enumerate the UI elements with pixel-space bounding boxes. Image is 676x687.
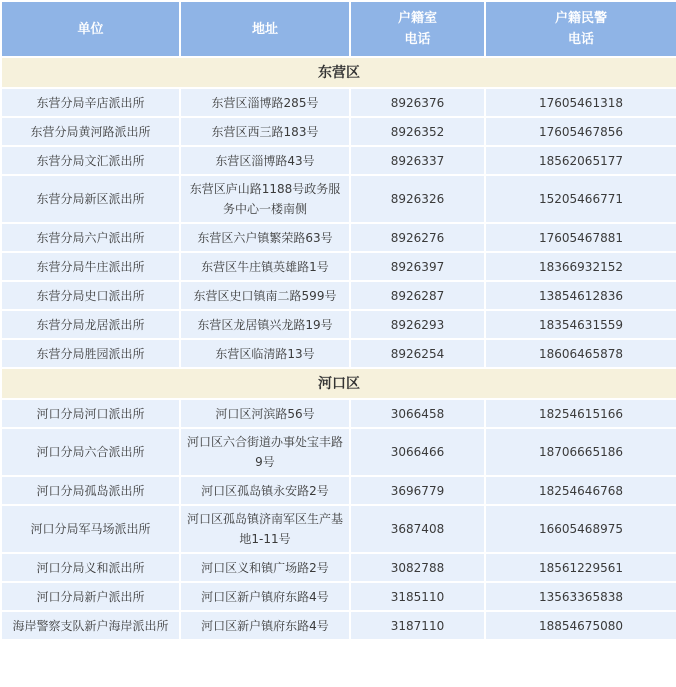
cell-mobile: 18561229561 (485, 553, 676, 582)
header-police-line1: 户籍民警 (554, 11, 607, 26)
table-row (1, 611, 676, 640)
cell-phone: 8926352 (350, 117, 485, 146)
table-row (1, 117, 676, 146)
table-row (1, 223, 676, 252)
cell-address: 东营区史口镇南二路599号 (180, 281, 350, 310)
cell-phone: 8926326 (350, 175, 485, 223)
cell-mobile: 18606465878 (485, 339, 676, 368)
cell-address: 河口区六合街道办事处宝丰路9号 (180, 428, 350, 476)
header-police-line2: 电话 (567, 32, 594, 47)
table-row (1, 476, 676, 505)
cell-address: 河口区孤岛镇济南军区生产基地1-11号 (180, 505, 350, 553)
cell-phone: 3185110 (350, 582, 485, 611)
cell-phone: 3082788 (350, 553, 485, 582)
cell-phone: 8926276 (350, 223, 485, 252)
cell-unit: 河口分局义和派出所 (1, 553, 180, 582)
table-row (1, 146, 676, 175)
header-unit: 单位 (1, 1, 180, 57)
cell-address: 东营区临清路13号 (180, 339, 350, 368)
table-row (1, 88, 676, 117)
cell-phone: 3066466 (350, 428, 485, 476)
cell-unit: 东营分局龙居派出所 (1, 310, 180, 339)
cell-phone: 8926376 (350, 88, 485, 117)
cell-unit: 东营分局牛庄派出所 (1, 252, 180, 281)
cell-unit: 河口分局孤岛派出所 (1, 476, 180, 505)
cell-unit: 东营分局六户派出所 (1, 223, 180, 252)
cell-mobile: 17605467881 (485, 223, 676, 252)
cell-mobile: 18254615166 (485, 399, 676, 428)
header-hukou-phone (350, 1, 485, 57)
table-row (1, 339, 676, 368)
cell-phone: 8926397 (350, 252, 485, 281)
cell-address: 东营区庐山路1188号政务服务中心一楼南侧 (180, 175, 350, 223)
cell-address: 东营区六户镇繁荣路63号 (180, 223, 350, 252)
table-row (1, 553, 676, 582)
cell-unit: 东营分局辛店派出所 (1, 88, 180, 117)
cell-phone: 3687408 (350, 505, 485, 553)
cell-address: 河口区河滨路56号 (180, 399, 350, 428)
cell-address: 东营区牛庄镇英雄路1号 (180, 252, 350, 281)
cell-address: 东营区淄博路43号 (180, 146, 350, 175)
table-row (1, 310, 676, 339)
cell-unit: 东营分局黄河路派出所 (1, 117, 180, 146)
table-row (1, 281, 676, 310)
table-header-row (1, 1, 676, 57)
header-police-phone (485, 1, 676, 57)
cell-mobile: 18254646768 (485, 476, 676, 505)
cell-address: 河口区孤岛镇永安路2号 (180, 476, 350, 505)
cell-address: 东营区淄博路285号 (180, 88, 350, 117)
section-header (1, 368, 676, 399)
section-title: 河口区 (1, 368, 676, 399)
cell-unit: 河口分局六合派出所 (1, 428, 180, 476)
header-address: 地址 (180, 1, 350, 57)
cell-phone: 8926287 (350, 281, 485, 310)
cell-phone: 8926254 (350, 339, 485, 368)
table-row (1, 505, 676, 553)
cell-mobile: 17605461318 (485, 88, 676, 117)
cell-address: 河口区义和镇广场路2号 (180, 553, 350, 582)
table-row (1, 399, 676, 428)
cell-phone: 8926337 (350, 146, 485, 175)
cell-unit: 东营分局胜园派出所 (1, 339, 180, 368)
cell-phone: 8926293 (350, 310, 485, 339)
cell-mobile: 13854612836 (485, 281, 676, 310)
cell-mobile: 18706665186 (485, 428, 676, 476)
section-title: 东营区 (1, 57, 676, 88)
cell-mobile: 18366932152 (485, 252, 676, 281)
cell-phone: 3066458 (350, 399, 485, 428)
cell-address: 河口区新户镇府东路4号 (180, 582, 350, 611)
cell-unit: 河口分局军马场派出所 (1, 505, 180, 553)
cell-unit: 海岸警察支队新户海岸派出所 (1, 611, 180, 640)
cell-mobile: 18854675080 (485, 611, 676, 640)
cell-address: 东营区龙居镇兴龙路19号 (180, 310, 350, 339)
table-row (1, 175, 676, 223)
cell-unit: 东营分局文汇派出所 (1, 146, 180, 175)
cell-address: 河口区新户镇府东路4号 (180, 611, 350, 640)
cell-mobile: 18354631559 (485, 310, 676, 339)
cell-address: 东营区西三路183号 (180, 117, 350, 146)
table-row (1, 428, 676, 476)
section-header (1, 57, 676, 88)
cell-unit: 东营分局史口派出所 (1, 281, 180, 310)
table-row (1, 252, 676, 281)
cell-unit: 河口分局河口派出所 (1, 399, 180, 428)
cell-mobile: 13563365838 (485, 582, 676, 611)
header-hukou-line2: 电话 (404, 32, 431, 47)
cell-phone: 3696779 (350, 476, 485, 505)
cell-mobile: 16605468975 (485, 505, 676, 553)
cell-mobile: 17605467856 (485, 117, 676, 146)
cell-unit: 东营分局新区派出所 (1, 175, 180, 223)
header-hukou-line1: 户籍室 (397, 11, 437, 26)
cell-unit: 河口分局新户派出所 (1, 582, 180, 611)
cell-mobile: 15205466771 (485, 175, 676, 223)
table-row (1, 582, 676, 611)
cell-mobile: 18562065177 (485, 146, 676, 175)
cell-phone: 3187110 (350, 611, 485, 640)
